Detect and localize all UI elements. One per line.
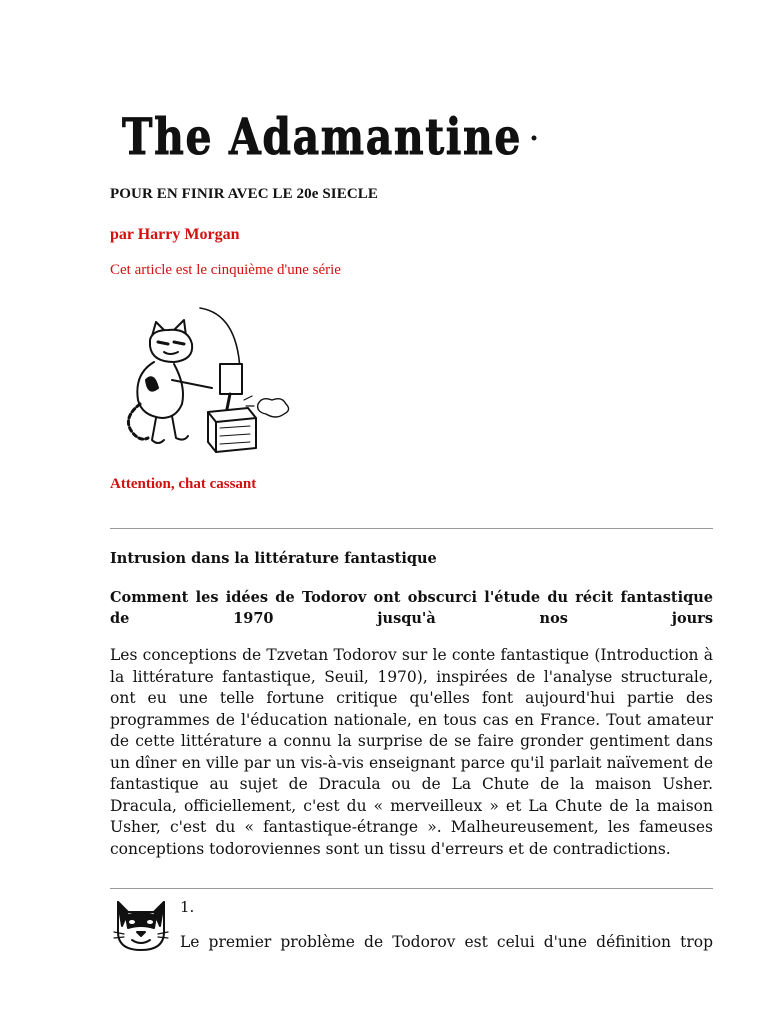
section-title: Intrusion dans la littérature fantastique [110,550,437,567]
illustration-caption: Attention, chat cassant [110,476,257,492]
adamantine-logo [120,104,540,168]
series-note: Cet article est le cinquième d'une série [110,262,341,278]
point-text: Le premier problème de Todorov est celui d'une définition trop [180,933,713,951]
article-series-title: POUR EN FINIR AVEC LE 20e SIECLE [110,186,378,202]
cat-with-hammer-illustration [112,300,302,460]
cat-face-icon [110,896,172,954]
body-paragraph: Les conceptions de Tzvetan Todorov sur le conte fantastique (Introduction à la littérature fantastique, Seuil, 1970), inspirées de l'analyse structurale, ont eu une telle fortune critique qu'elles font aujourd'hui partie des programmes de l'éducation nationale, en tous cas en France. Tout amateur de cette littérature a connu la surprise de se faire gronder gentiment dans un dîner en ville par un vis-à-vis enseignant parce qu'il parlait naïvement de fantastique au sujet de Dracula ou de La Chute de la maison Usher. Dracula, officiellement, c'est du « merveilleux » et La Chute de la maison Usher, c'est du « fantastique-étrange ». Malheureusement, les fameuses conceptions todoroviennes sont un tissu d'erreurs et de contradictions. [110,646,713,858]
point-number: 1. [180,898,195,916]
divider [110,528,713,529]
logo-text: The Adamantine [122,107,522,166]
divider [110,888,713,889]
author-line: par Harry Morgan [110,226,240,243]
section-subtitle: Comment les idées de Todorov ont obscurci l'étude du récit fantastique de 1970 jusqu'à nos jours [110,589,713,627]
